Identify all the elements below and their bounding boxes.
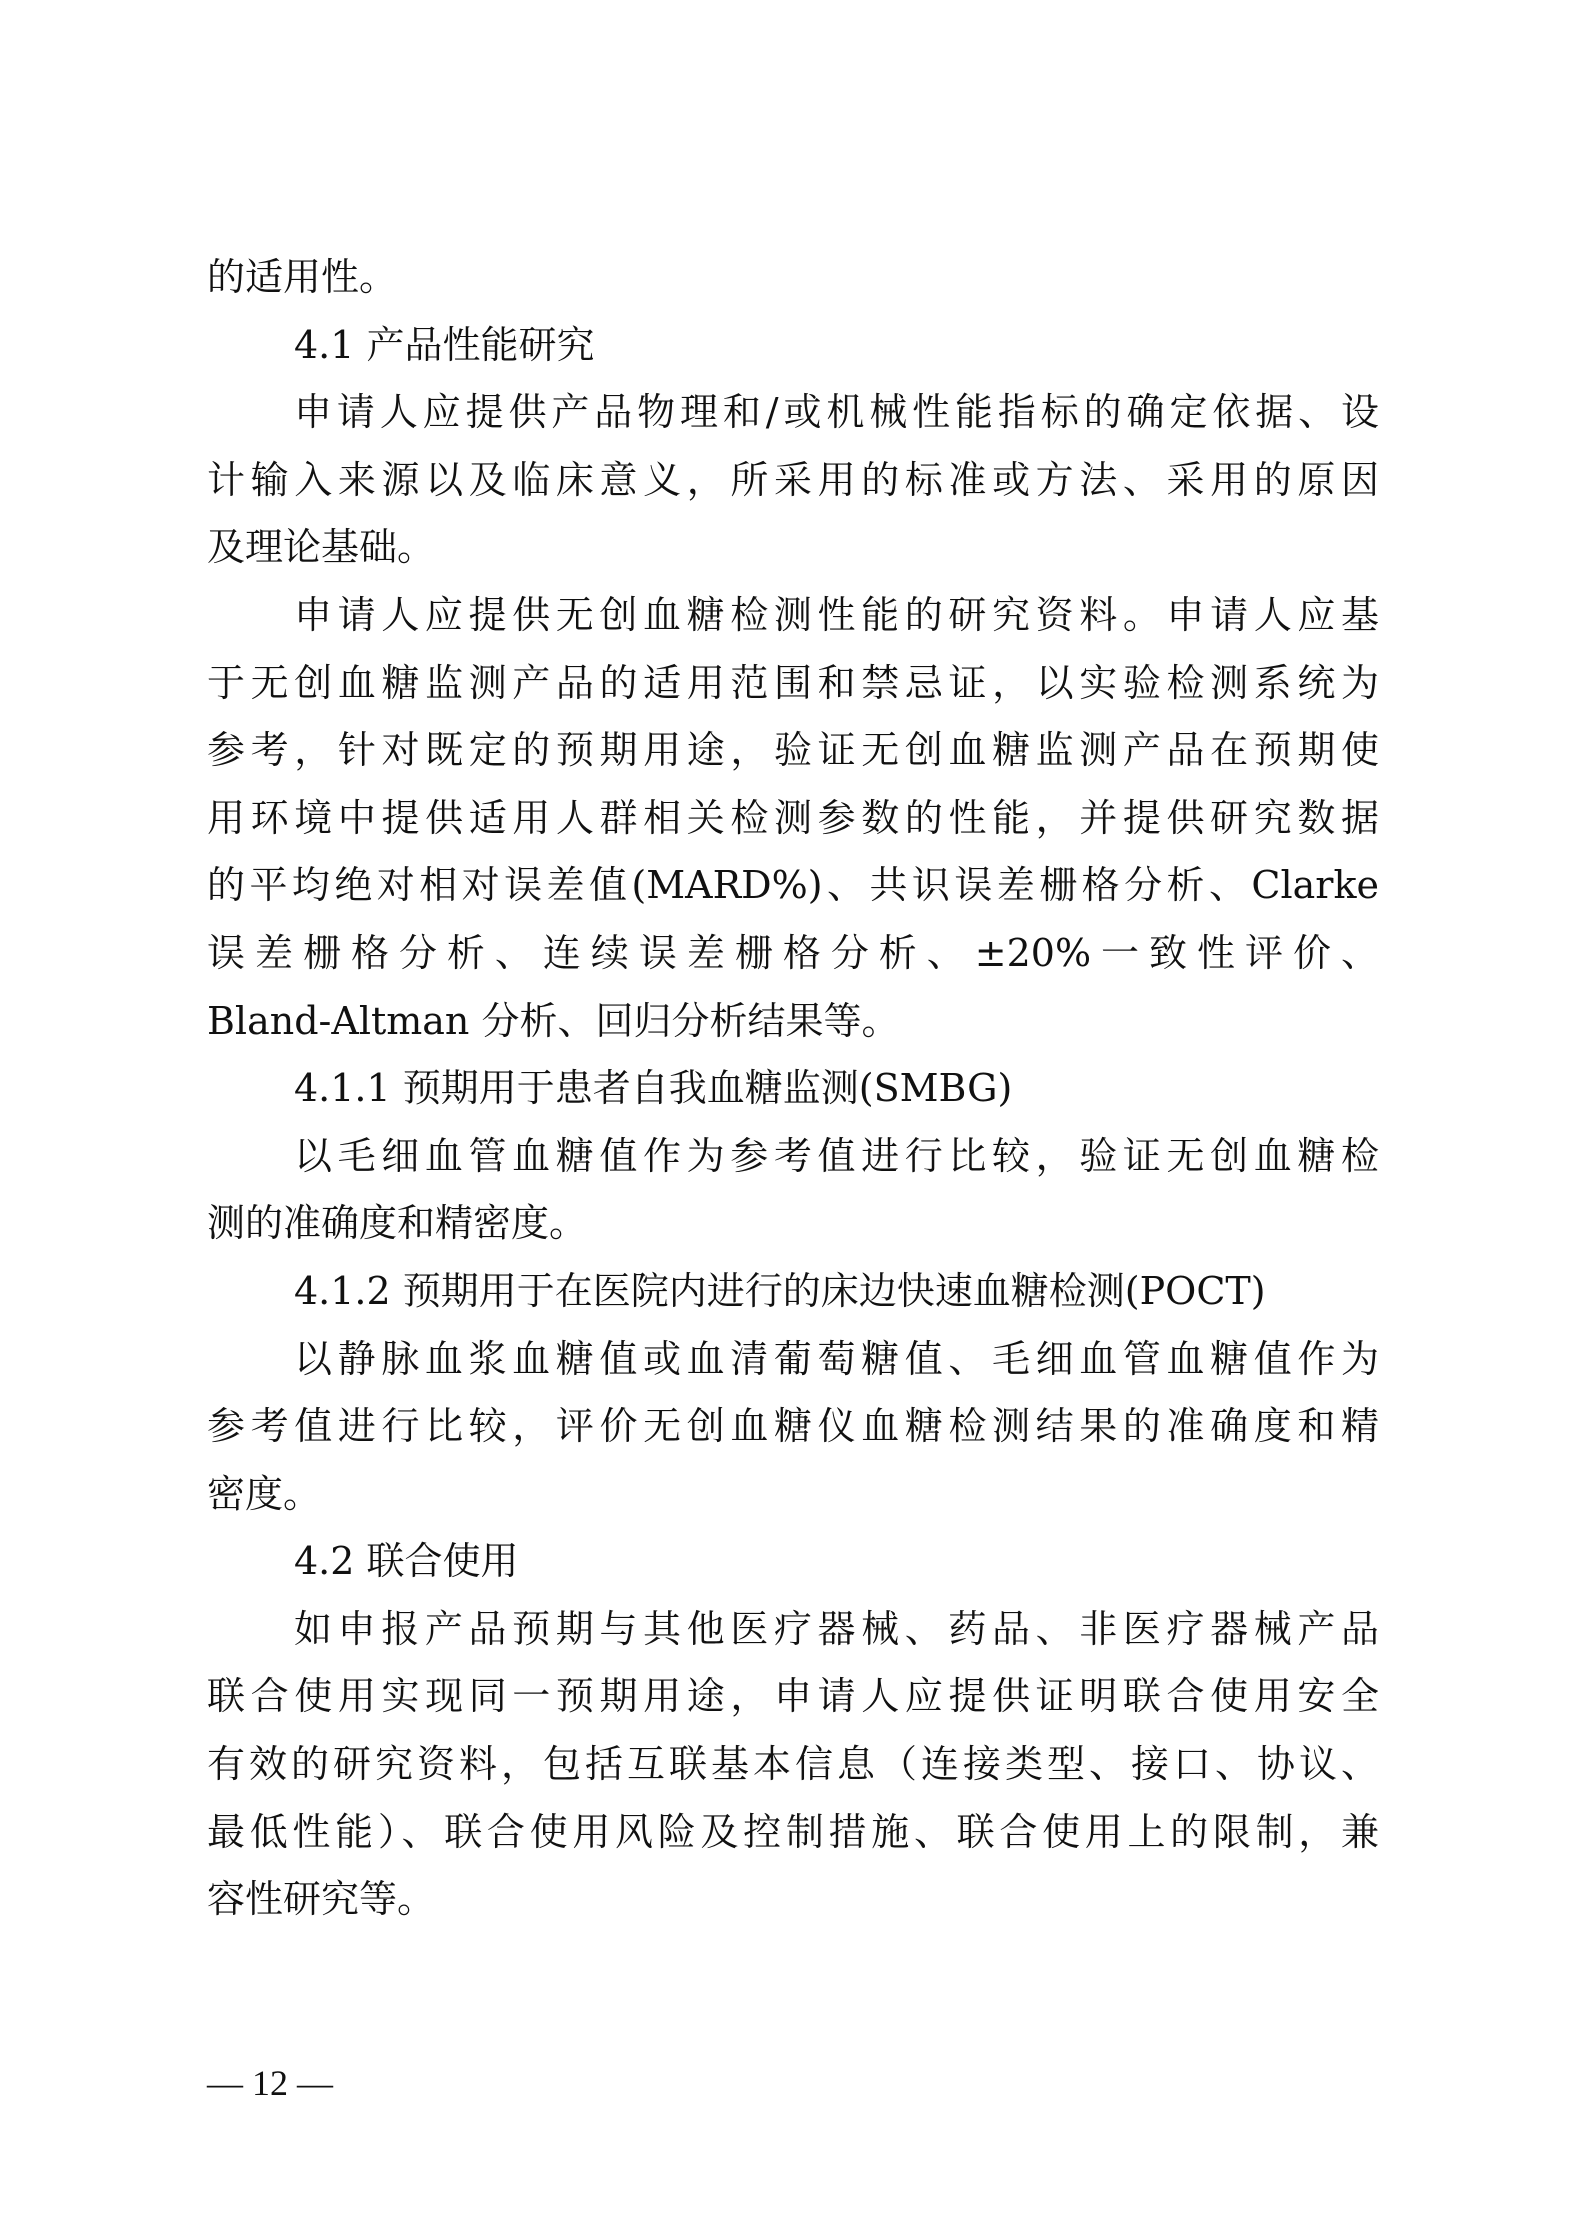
text-line: 联合使用实现同一预期用途，申请人应提供证明联合使用安全 bbox=[207, 1674, 1379, 1719]
text-line: 计输入来源以及临床意义，所采用的标准或方法、采用的原因 bbox=[207, 457, 1379, 502]
text-line: 有效的研究资料，包括互联基本信息（连接类型、接口、协议、 bbox=[207, 1742, 1379, 1787]
text-line: 于无创血糖监测产品的适用范围和禁忌证，以实验检测系统为 bbox=[207, 660, 1379, 705]
section-heading-4-2: 4.2 联合使用 bbox=[294, 1539, 519, 1584]
text-line: 申请人应提供无创血糖检测性能的研究资料。申请人应基 bbox=[294, 592, 1379, 637]
section-heading-4-1-2: 4.1.2 预期用于在医院内进行的床边快速血糖检测(POCT) bbox=[294, 1268, 1266, 1313]
text-line: 参考值进行比较，评价无创血糖仪血糖检测结果的准确度和精 bbox=[207, 1404, 1379, 1449]
text-line: 申请人应提供产品物理和/或机械性能指标的确定依据、设 bbox=[294, 390, 1379, 435]
text-line: 容性研究等。 bbox=[207, 1877, 436, 1922]
section-heading-4-1-1: 4.1.1 预期用于患者自我血糖监测(SMBG) bbox=[294, 1066, 1013, 1111]
document-body bbox=[207, 244, 1379, 1934]
text-line: 以静脉血浆血糖值或血清葡萄糖值、毛细血管血糖值作为 bbox=[294, 1336, 1379, 1381]
text-line: 误差栅格分析、连续误差栅格分析、±20%一致性评价、 bbox=[207, 930, 1379, 975]
text-line: 测的准确度和精密度。 bbox=[207, 1201, 588, 1246]
page-number: — 12 — bbox=[207, 2063, 333, 2103]
text-line: 最低性能）、联合使用风险及控制措施、联合使用上的限制，兼 bbox=[207, 1809, 1379, 1854]
text-line: 及理论基础。 bbox=[207, 525, 436, 570]
text-line: 的平均绝对相对误差值(MARD%)、共识误差栅格分析、Clarke bbox=[207, 863, 1379, 908]
text-line: 密度。 bbox=[207, 1471, 322, 1516]
text-line: 用环境中提供适用人群相关检测参数的性能，并提供研究数据 bbox=[207, 795, 1379, 840]
section-heading-4-1: 4.1 产品性能研究 bbox=[294, 322, 595, 367]
text-line: 以毛细血管血糖值作为参考值进行比较，验证无创血糖检 bbox=[294, 1133, 1379, 1178]
text-line: 如申报产品预期与其他医疗器械、药品、非医疗器械产品 bbox=[294, 1606, 1379, 1651]
text-line: 的适用性。 bbox=[207, 255, 398, 299]
text-line: Bland-Altman 分析、回归分析结果等。 bbox=[207, 998, 900, 1043]
text-line: 参考，针对既定的预期用途，验证无创血糖监测产品在预期使 bbox=[207, 728, 1379, 773]
